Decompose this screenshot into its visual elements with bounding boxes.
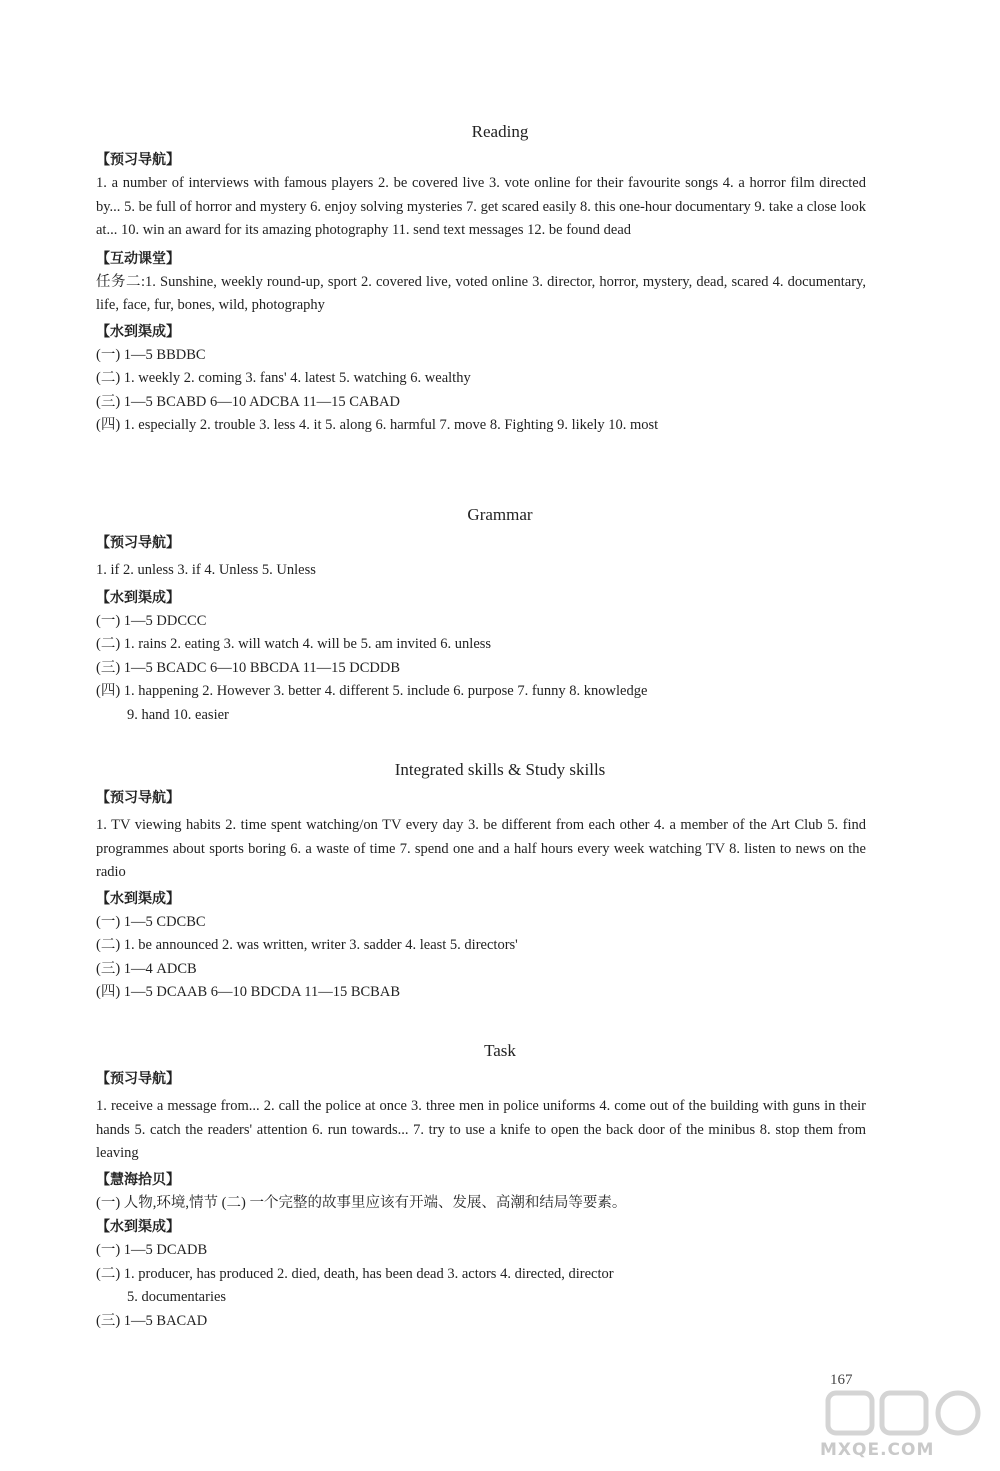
header-interactive-class: 【互动课堂】 [96, 250, 180, 267]
task-answer-line: (三) 1—5 BACAD [96, 1312, 208, 1329]
header-preview-guide: 【预习导航】 [96, 1071, 180, 1087]
page-number: 167 [830, 1372, 853, 1388]
header-practice: 【水到渠成】 [96, 890, 180, 907]
grammar-answer-line: (二) 1. rains 2. eating 3. will watch 4. will be 5. am invited 6. unless [96, 636, 492, 652]
grammar-answer-line: (四) 1. happening 2. However 3. better 4. different 5. include 6. purpose 7. funny 8. knowledge [96, 683, 648, 699]
section-integrated-skills [96, 786, 866, 1005]
integrated-answer-line: (二) 1. be announced 2. was written, writer 3. sadder 4. least 5. directors' [96, 937, 518, 953]
task-answer-line: (二) 1. producer, has produced 2. died, death, has been dead 3. actors 4. directed, director [96, 1265, 614, 1282]
section-title-integrated-skills: Integrated skills & Study skills [394, 760, 606, 779]
header-preview-guide: 【预习导航】 [96, 790, 180, 806]
reading-answer-line: (二) 1. weekly 2. coming 3. fans' 4. latest 5. watching 6. wealthy [96, 370, 471, 386]
header-practice: 【水到渠成】 [96, 589, 180, 606]
integrated-preview-answers: 1. TV viewing habits 2. time spent watching/on TV every day 3. be different from each other 4. a member of the Art Club 5. find programmes about sports boring 6. a waste of time 7. spend one and a half hours every week watching TV 8. listen to news on the radio [96, 817, 866, 880]
header-practice: 【水到渠成】 [96, 1219, 180, 1235]
section-reading [96, 148, 866, 438]
reading-task-answers: 任务二:1. Sunshine, weekly round-up, sport 2. covered live, voted online 3. director, horror, mystery, dead, scared 4. documentary, life, face, fur, bones, wild, photography [96, 273, 866, 313]
section-title-task: Task [484, 1041, 516, 1060]
header-wisdom-gathering: 【慧海拾贝】 [96, 1171, 180, 1188]
section-grammar [96, 531, 866, 727]
task-answer-line: (一) 1—5 DCADB [96, 1242, 208, 1258]
task-wisdom-answers: (一) 人物,环境,情节 (二) 一个完整的故事里应该有开端、发展、高潮和结局等要素。 [96, 1194, 627, 1211]
grammar-answer-line: (一) 1—5 DDCCC [96, 612, 207, 629]
section-title-reading: Reading [471, 122, 529, 141]
section-task [96, 1067, 866, 1333]
reading-answer-line: (一) 1—5 BBDBC [96, 346, 206, 363]
integrated-answer-line: (四) 1—5 DCAAB 6—10 BDCDA 11—15 BCBAB [96, 984, 400, 1000]
grammar-answer-line: (三) 1—5 BCADC 6—10 BBCDA 11—15 DCDDB [96, 659, 400, 676]
integrated-answer-line: (三) 1—4 ADCB [96, 960, 197, 977]
reading-preview-answers: 1. a number of interviews with famous players 2. be covered live 3. vote online for their favourite songs 4. a horror film directed by... 5. be full of horror and mystery 6. enjoy solving mysteries 7. get scared easily 8. this one-hour documentary 9. take a close look at... 10. win an award for its amazing photography 11. send text messages 12. be found dead [96, 175, 866, 238]
grammar-preview-answers: 1. if 2. unless 3. if 4. Unless 5. Unless [96, 562, 316, 578]
task-answer-line: 5. documentaries [127, 1289, 227, 1305]
reading-answer-line: (三) 1—5 BCABD 6—10 ADCBA 11—15 CABAD [96, 393, 400, 410]
integrated-answer-line: (一) 1—5 CDCBC [96, 913, 206, 930]
header-preview-guide: 【预习导航】 [96, 152, 180, 168]
header-preview-guide: 【预习导航】 [96, 535, 180, 551]
task-preview-answers: 1. receive a message from... 2. call the police at once 3. three men in police uniforms 4. come out of the building with guns in their hands 5. catch the readers' attention 6. run towards... 7. try to use a knife to open the back door of the minibus 8. stop them from leaving [96, 1098, 866, 1161]
section-title-grammar: Grammar [467, 505, 533, 524]
watermark-text: MXQE.COM [820, 1440, 935, 1460]
grammar-answer-line: 9. hand 10. easier [127, 706, 229, 723]
reading-answer-line: (四) 1. especially 2. trouble 3. less 4. it 5. along 6. harmful 7. move 8. Fighting 9. likely 10. most [96, 417, 659, 433]
header-practice: 【水到渠成】 [96, 323, 180, 340]
